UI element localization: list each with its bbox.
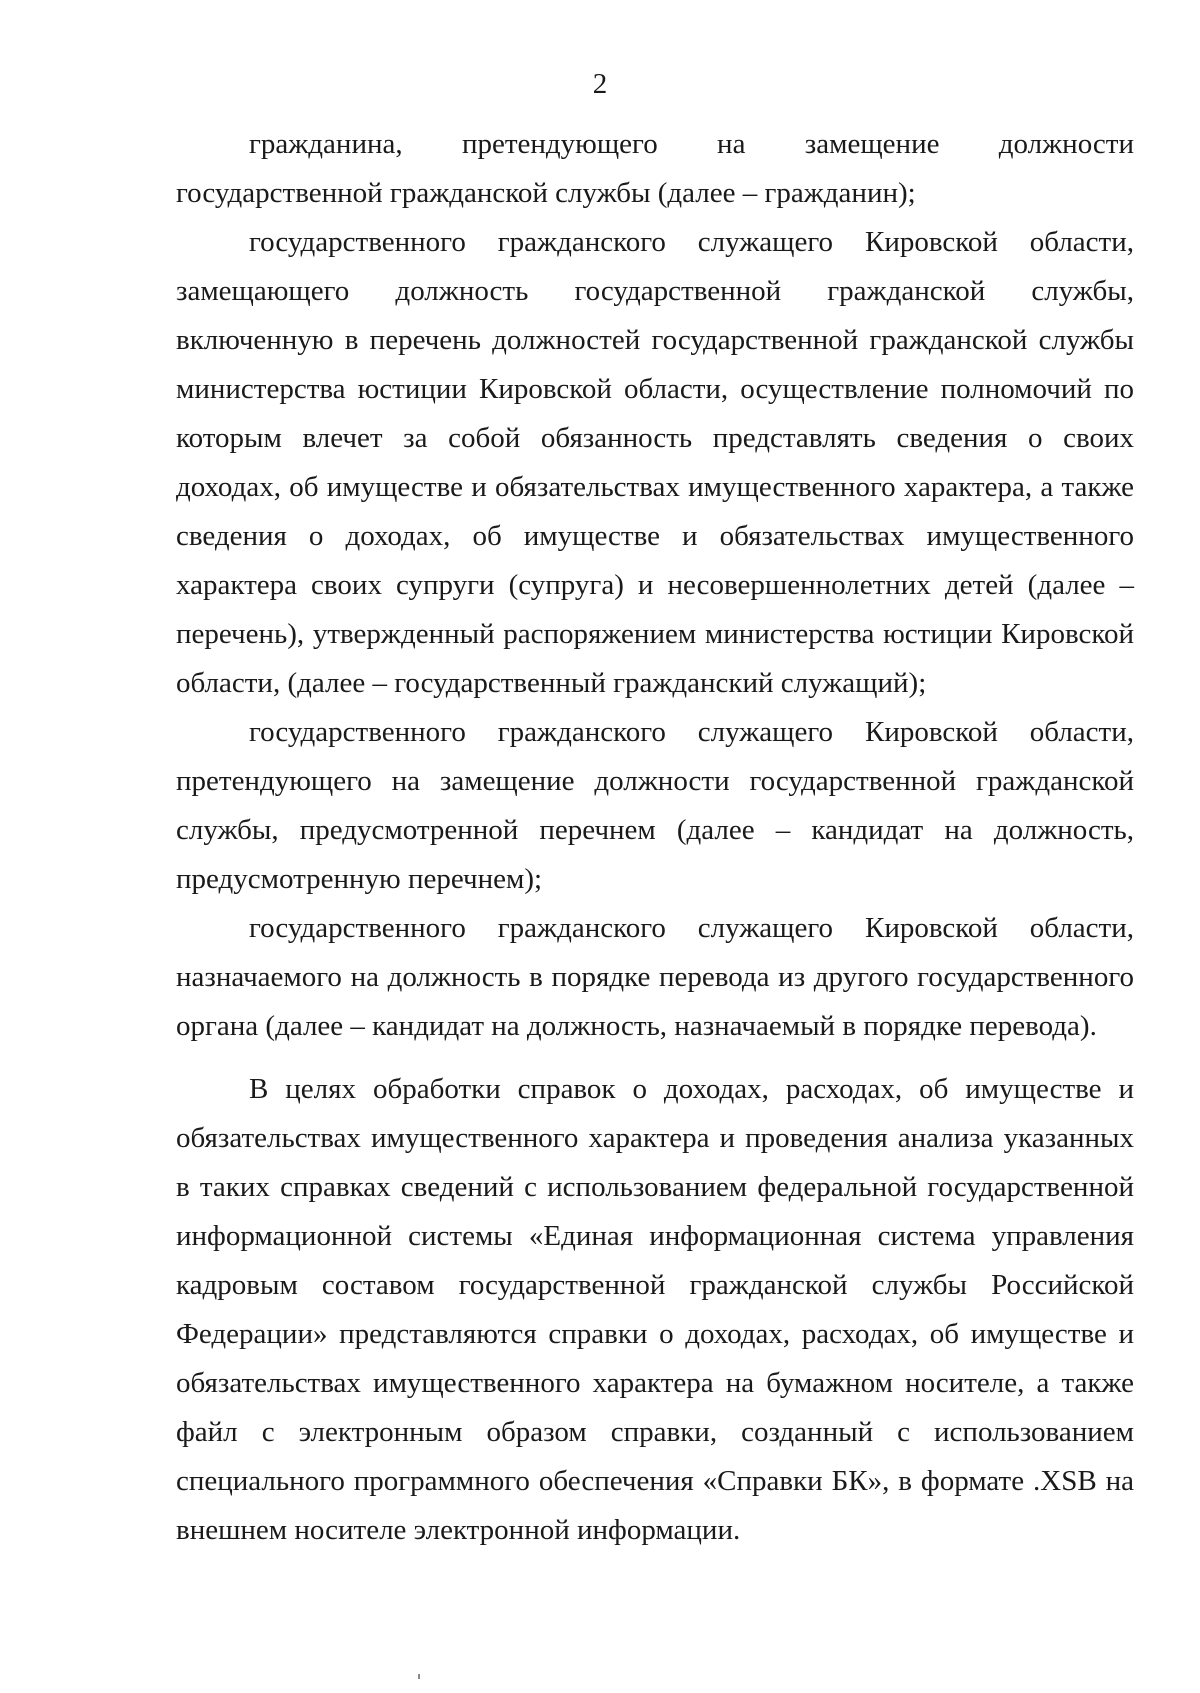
- document-body: [176, 120, 1134, 1555]
- paragraph-citizen: гражданина, претендующего на замещение должности государственной гражданской службы (далее – гражданин);: [176, 128, 1134, 209]
- paragraph-income-statements: В целях обработки справок о доходах, расходах, об имуществе и обязательствах имущественного характера и проведения анализа указанных в таких справках сведений с использованием федеральной государственной информационной системы «Единая информационная система управления кадровым составом государственной гражданской службы Российской Федерации» представляются справки о доходах, расходах, об имуществе и обязательствах имущественного характера на бумажном носителе, а также файл с электронным образом справки, созданный с использованием специального программного обеспечения «Справки БК», в формате .XSB на внешнем носителе электронной информации.: [176, 1073, 1134, 1546]
- paragraph-civil-servant: государственного гражданского служащего Кировской области, замещающего должность государственной гражданской службы, включенную в перечень должностей государственной гражданской службы министерства юстиции Кировской области, осуществление полномочий по которым влечет за собой обязанность представлять сведения о своих доходах, об имуществе и обязательствах имущественного характера, а также сведения о доходах, об имуществе и обязательствах имущественного характера своих супруги (супруга) и несовершеннолетних детей (далее – перечень), утвержденный распоряжением министерства юстиции Кировской области, (далее – государственный гражданский служащий);: [176, 226, 1134, 699]
- page-number: 2: [592, 68, 608, 100]
- paragraph-candidate-transfer: государственного гражданского служащего Кировской области, назначаемого на должность в порядке перевода из другого государственного органа (далее – кандидат на должность, назначаемый в порядке перевода).: [176, 912, 1134, 1042]
- scan-artifact: [418, 1674, 420, 1679]
- paragraph-candidate-listed-position: государственного гражданского служащего Кировской области, претендующего на замещение должности государственной гражданской службы, предусмотренной перечнем (далее – кандидат на должность, предусмотренную перечнем);: [176, 716, 1134, 895]
